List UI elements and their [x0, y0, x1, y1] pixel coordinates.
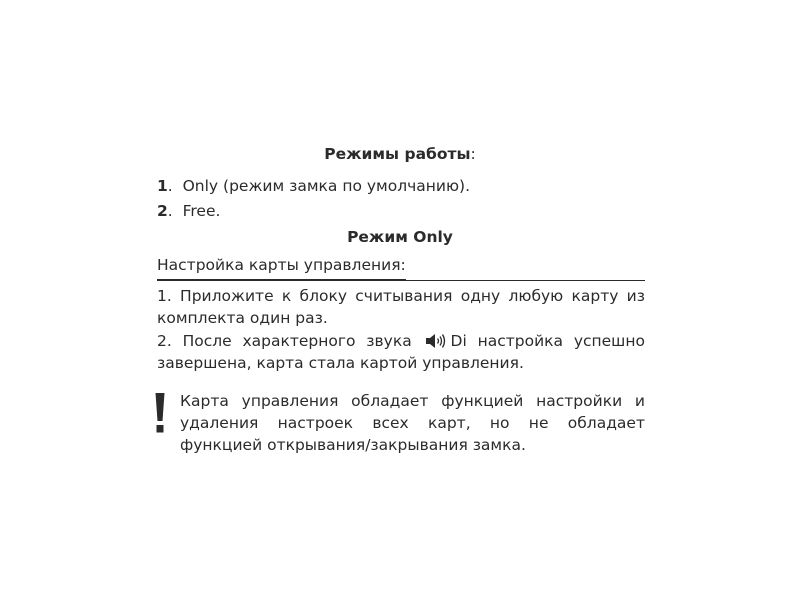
speaker-icon [425, 333, 449, 349]
section-divider [157, 280, 645, 281]
exclamation-icon [153, 392, 167, 434]
modes-heading-title: Режимы работы [324, 145, 471, 163]
mode-number: 2 [157, 202, 168, 220]
mode-number: 1 [157, 177, 168, 195]
mode-text: Only (режим замка по умолчанию). [182, 177, 471, 195]
modes-heading-colon: : [470, 145, 476, 163]
setup-section-title: Настройка карты управления: [157, 254, 406, 280]
document-page [155, 0, 645, 600]
note-text: Карта управления обладает функцией настройки и удаления настроек всех карт, но не обладает функцией открывания/закрывания замка. [180, 392, 645, 454]
list-item [157, 200, 470, 225]
modes-list [157, 175, 470, 225]
mode-text: Free. [182, 202, 221, 220]
setup-step-1: 1. Приложите к блоку считывания одну любую карту из комплекта один раз. [157, 287, 645, 327]
step-2-text-before: 2. После характерного звука [157, 332, 412, 350]
setup-step-2 [157, 330, 645, 374]
mode-separator: . [167, 202, 173, 220]
step-2-text-after: настройка успешно завершена, карта стала картой управления. [157, 332, 645, 372]
only-mode-heading: Режим Only [347, 228, 453, 246]
list-item [157, 175, 470, 200]
sound-label: Di [450, 332, 467, 350]
mode-separator: . [167, 177, 173, 195]
modes-heading [155, 143, 645, 165]
